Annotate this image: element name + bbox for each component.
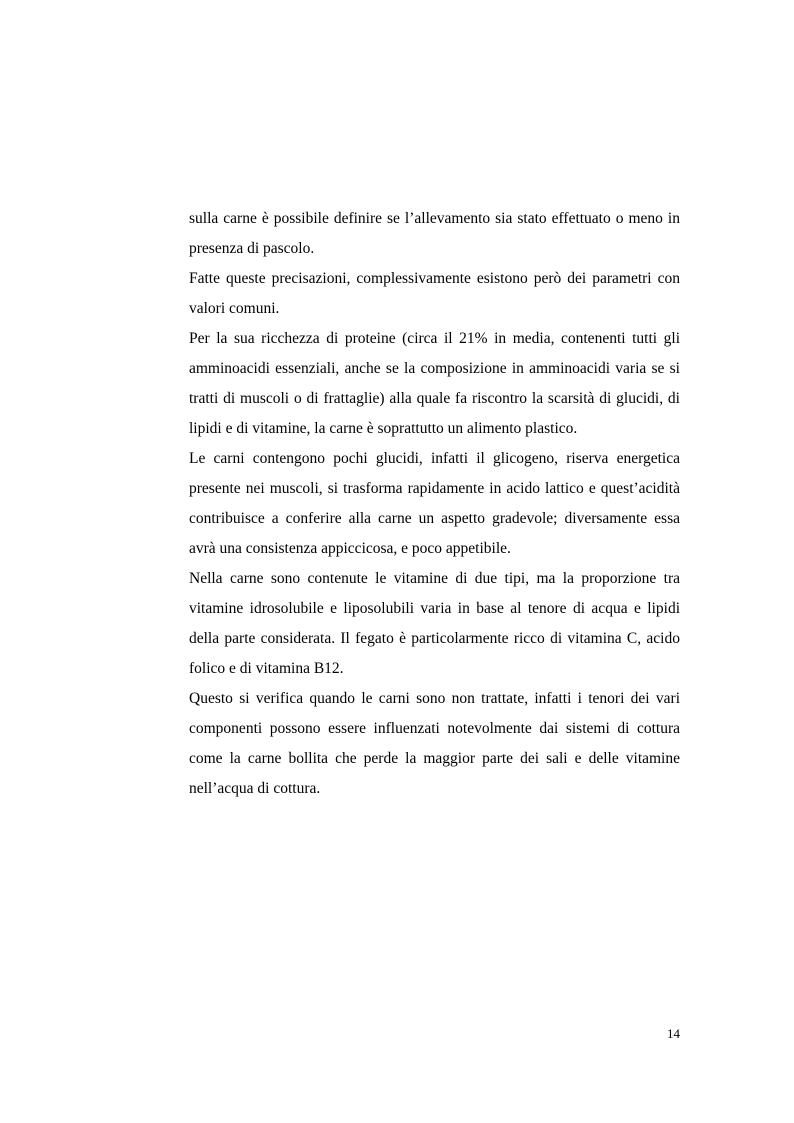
body-text: [189, 204, 680, 804]
paragraph-5: Nella carne sono contenute le vitamine di due tipi, ma la proporzione tra vitamine idrosolubile e liposolubili varia in base al tenore di acqua e lipidi della parte considerata. Il fegato è particolarmente ricco di vitamina C, acido folico e di vitamina B12.: [189, 570, 680, 677]
paragraph-2: Fatte queste precisazioni, complessivamente esistono però dei parametri con valori comuni.: [189, 270, 680, 317]
paragraph-4: Le carni contengono pochi glucidi, infatti il glicogeno, riserva energetica presente nei muscoli, si trasforma rapidamente in acido lattico e quest’acidità contribuisce a conferire alla carne un aspetto gradevole; diversamente essa avrà una consistenza appiccicosa, e poco appetibile.: [189, 450, 680, 557]
page-number: 14: [667, 1026, 680, 1041]
paragraph-1: sulla carne è possibile definire se l’allevamento sia stato effettuato o meno in presenza di pascolo.: [189, 210, 680, 257]
paragraph-6: Questo si verifica quando le carni sono non trattate, infatti i tenori dei vari componenti possono essere influenzati notevolmente dai sistemi di cottura come la carne bollita che perde la maggior parte dei sali e delle vitamine nell’acqua di cottura.: [189, 690, 680, 797]
paragraph-3: Per la sua ricchezza di proteine (circa il 21% in media, contenenti tutti gli amminoacidi essenziali, anche se la composizione in amminoacidi varia se si tratti di muscoli o di frattaglie) alla quale fa riscontro la scarsità di glucidi, di lipidi e di vitamine, la carne è soprattutto un alimento plastico.: [189, 330, 680, 437]
